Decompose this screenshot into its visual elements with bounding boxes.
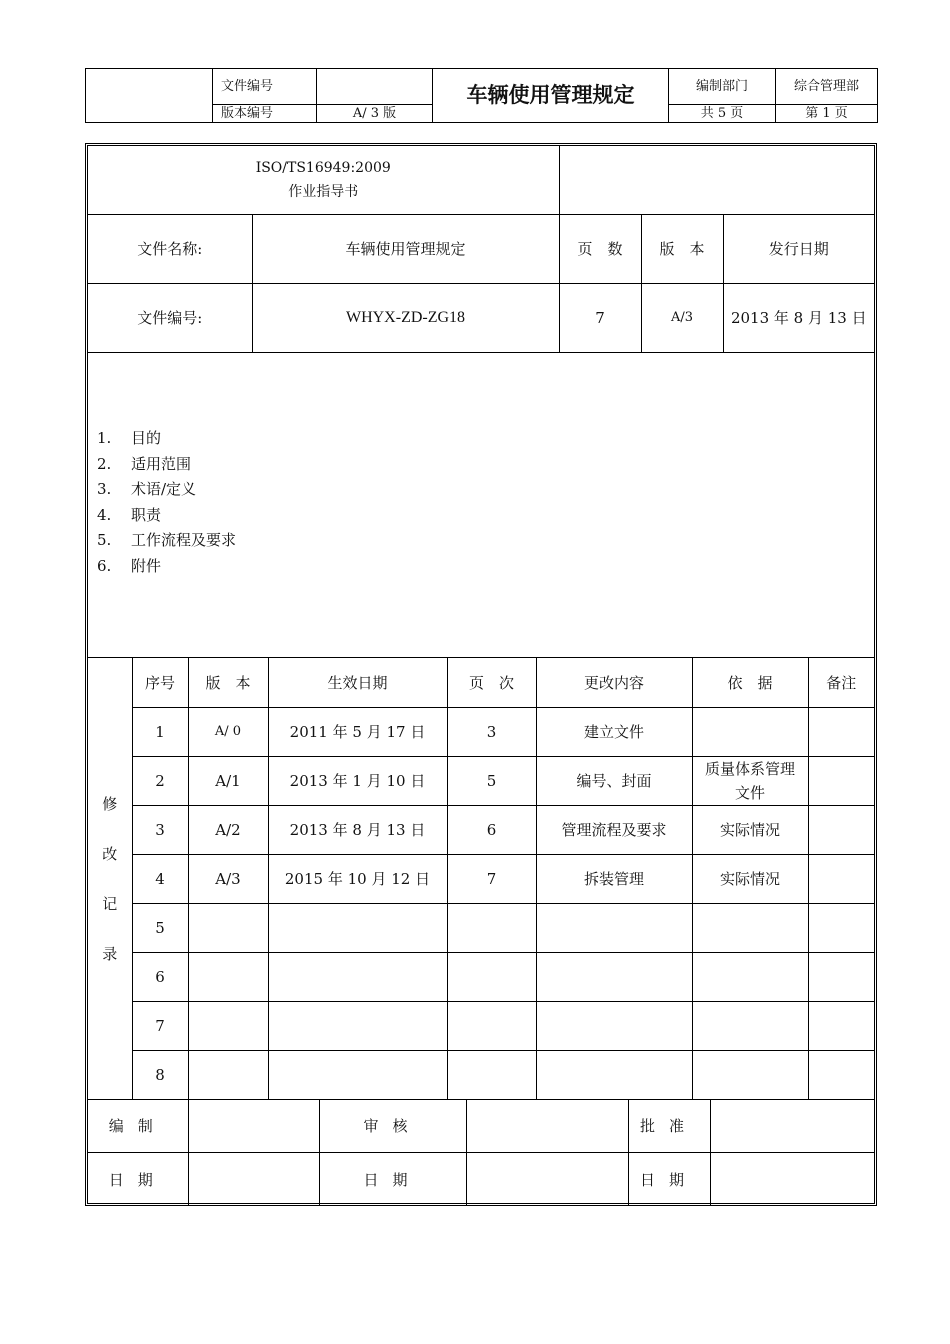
rev-remarks (808, 1001, 874, 1050)
signoff-table (88, 1100, 874, 1206)
doc-code-label: 文件编号: (88, 283, 252, 352)
document-header (85, 68, 878, 123)
rev-version (188, 952, 268, 1001)
table-row (88, 1050, 874, 1099)
toc-item: 3. 术语/定义 (97, 480, 197, 498)
rev-effective-date: 2011 年 5 月 17 日 (268, 707, 447, 756)
dept-label: 编制部门 (669, 69, 776, 105)
toc-item: 2. 适用范围 (97, 454, 192, 473)
rev-version: A/3 (188, 854, 268, 903)
rev-seq: 2 (132, 756, 188, 805)
table-row (88, 854, 874, 903)
rev-basis (692, 1050, 808, 1099)
table-row (88, 1001, 874, 1050)
table-of-contents (88, 352, 874, 658)
rev-change: 编号、封面 (536, 756, 692, 805)
rev-version: A/ 0 (188, 707, 268, 756)
rev-remarks (808, 1050, 874, 1099)
doc-name-value: 车辆使用管理规定 (252, 214, 559, 283)
rev-effective-date: 2013 年 8 月 13 日 (268, 805, 447, 854)
document-frame (85, 143, 877, 1206)
rev-pages (447, 1050, 536, 1099)
rev-remarks (808, 903, 874, 952)
doc-code-value: WHYX-ZD-ZG18 (252, 283, 559, 352)
table-row (88, 952, 874, 1001)
rev-version: A/2 (188, 805, 268, 854)
rev-basis: 质量体系管理文件 (692, 756, 808, 805)
revision-header-row (88, 658, 874, 707)
page-number: 第 1 页 (776, 105, 878, 123)
version-col-value: A/3 (641, 283, 723, 352)
document-title: 车辆使用管理规定 (433, 69, 669, 123)
rev-effective-date: 2013 年 1 月 10 日 (268, 756, 447, 805)
table-row (88, 707, 874, 756)
dept-value: 综合管理部 (776, 69, 878, 105)
approved-label: 批准 (628, 1100, 710, 1152)
rev-change-header: 更改内容 (536, 658, 692, 707)
rev-version (188, 903, 268, 952)
rev-seq: 3 (132, 805, 188, 854)
issue-date-value: 2013 年 8 月 13 日 (723, 283, 874, 352)
rev-seq: 4 (132, 854, 188, 903)
header-logo-cell (86, 69, 213, 123)
pages-value: 7 (559, 283, 641, 352)
rev-change (536, 1050, 692, 1099)
rev-remarks-header: 备注 (808, 658, 874, 707)
rev-pages: 7 (447, 854, 536, 903)
rev-change: 拆装管理 (536, 854, 692, 903)
table-row (88, 756, 874, 805)
rev-pages-header: 页 次 (447, 658, 536, 707)
rev-basis (692, 707, 808, 756)
rev-change: 建立文件 (536, 707, 692, 756)
toc-item: 5. 工作流程及要求 (97, 531, 237, 549)
rev-pages (447, 903, 536, 952)
rev-basis: 实际情况 (692, 805, 808, 854)
rev-change (536, 1001, 692, 1050)
prepared-date-label: 日期 (88, 1152, 188, 1206)
rev-seq: 1 (132, 707, 188, 756)
rev-seq-header: 序号 (132, 658, 188, 707)
blank-cell (559, 146, 874, 214)
rev-basis-header: 依 据 (692, 658, 808, 707)
revision-table (88, 658, 874, 1100)
rev-change: 管理流程及要求 (536, 805, 692, 854)
revision-section (88, 658, 874, 1100)
rev-version: A/1 (188, 756, 268, 805)
version-value: A/ 3 版 (317, 105, 433, 123)
revision-side-label (88, 658, 132, 1100)
rev-basis (692, 1001, 808, 1050)
toc-item: 6. 附件 (97, 556, 162, 575)
rev-seq: 7 (132, 1001, 188, 1050)
toc-item: 4. 职责 (97, 505, 162, 524)
rev-effective-date (268, 1001, 447, 1050)
rev-basis (692, 903, 808, 952)
info-table (88, 146, 874, 353)
rev-remarks (808, 756, 874, 805)
rev-remarks (808, 805, 874, 854)
revision-side-text: 修改记录 (102, 794, 118, 963)
approved-date-label: 日期 (628, 1152, 710, 1206)
table-row (88, 903, 874, 952)
rev-seq: 5 (132, 903, 188, 952)
issue-date-label: 发行日期 (723, 214, 874, 283)
signoff-section (88, 1100, 874, 1206)
approved-signature (710, 1100, 874, 1152)
rev-version (188, 1050, 268, 1099)
rev-effective-date (268, 903, 447, 952)
standard-code: ISO/TS16949:2009 (255, 159, 391, 176)
toc-item: 1. 目的 (97, 429, 162, 447)
rev-seq: 6 (132, 952, 188, 1001)
version-col-label: 版 本 (641, 214, 723, 283)
rev-pages (447, 1001, 536, 1050)
rev-pages: 3 (447, 707, 536, 756)
reviewed-date-value (466, 1152, 628, 1206)
pages-label: 页 数 (559, 214, 641, 283)
prepared-date-value (188, 1152, 319, 1206)
rev-pages (447, 952, 536, 1001)
doc-number-label: 文件编号 (213, 69, 317, 105)
info-section (88, 146, 874, 353)
reviewed-signature (466, 1100, 628, 1152)
reviewed-label: 审核 (319, 1100, 466, 1152)
rev-remarks (808, 707, 874, 756)
rev-effective-date (268, 1050, 447, 1099)
rev-remarks (808, 952, 874, 1001)
doc-number-value (317, 69, 433, 105)
version-label: 版本编号 (213, 105, 317, 123)
rev-pages: 5 (447, 756, 536, 805)
prepared-signature (188, 1100, 319, 1152)
doc-type: 作业指导书 (288, 183, 359, 200)
table-row (88, 805, 874, 854)
rev-seq: 8 (132, 1050, 188, 1099)
rev-effective-date-header: 生效日期 (268, 658, 447, 707)
reviewed-date-label: 日期 (319, 1152, 466, 1206)
rev-pages: 6 (447, 805, 536, 854)
rev-effective-date (268, 952, 447, 1001)
standard-cell (88, 146, 559, 214)
approved-date-value (710, 1152, 874, 1206)
doc-name-label: 文件名称: (88, 214, 252, 283)
rev-change (536, 952, 692, 1001)
rev-effective-date: 2015 年 10 月 12 日 (268, 854, 447, 903)
rev-basis: 实际情况 (692, 854, 808, 903)
rev-version (188, 1001, 268, 1050)
rev-remarks (808, 854, 874, 903)
rev-version-header: 版 本 (188, 658, 268, 707)
prepared-label: 编制 (88, 1100, 188, 1152)
rev-change (536, 903, 692, 952)
total-pages: 共 5 页 (669, 105, 776, 123)
rev-basis (692, 952, 808, 1001)
